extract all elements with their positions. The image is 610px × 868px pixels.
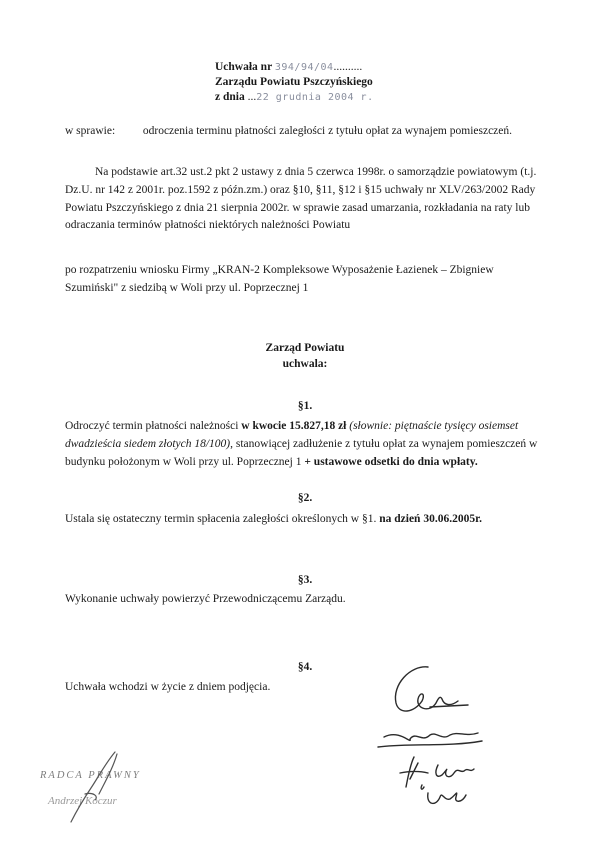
legal-advisor-signature: [55, 748, 125, 828]
section-4-body: Uchwała wchodzi w życie z dniem podjęcia.: [65, 681, 271, 693]
section-1-title: §1.: [297, 400, 313, 412]
resolution-heading: [0, 340, 610, 372]
signature-3: [400, 757, 428, 787]
legal-basis-paragraph: Na podstawie art.32 ust.2 pkt 2 ustawy z dnia 5 czerwca 1998r. o samorządzie powiatowym (t.j. Dz.U. nr 142 z 2001r. poz.1592 z późn.zm.) oraz §10, §11, §12 i §15 uchwały nr XLV/263/2002 Rady Powiatu Pszczyńskiego z dnia 21 sierpnia 2002r. w sprawie zasad umarzania, rozkładania na raty lub odraczania terminów płatności niektórych należności Powiatu: [65, 166, 537, 232]
section-3-title: §3.: [297, 574, 313, 586]
section-1-amount: w kwocie 15.827,18 zł: [241, 420, 347, 432]
section-2-text: Ustala się ostateczny termin spłacenia zaległości określonych w §1.: [65, 513, 380, 525]
signature-1: [395, 667, 458, 711]
section-2-body: [65, 511, 543, 529]
section-2-title: §2.: [297, 492, 313, 504]
resolution-date-value: 22 grudnia 2004 r.: [256, 92, 374, 103]
resolution-date-row: z dnia ...22 grudnia 2004 r.: [215, 91, 374, 103]
board-name: Zarząd Powiatu: [265, 342, 345, 354]
section-1-text-b: , stanowiącej zadłużenie z tytułu opłat za wynajem pomieszczeń w budynku położonym w Woli przy ul. Poprzecznej 1: [65, 437, 538, 468]
section-1-interest: + ustawowe odsetki do dnia wpłaty.: [304, 455, 478, 468]
section-3-body: Wykonanie uchwały powierzyć Przewodniczącemu Zarządu.: [65, 593, 346, 605]
consideration-paragraph: po rozpatrzeniu wniosku Firmy „KRAN-2 Kompleksowe Wyposażenie Łazienek – Zbigniew Szumiński" z siedzibą w Woli przy ul. Poprzecznej 1: [65, 264, 494, 294]
stamp-name: Andrzej Koczur: [48, 795, 117, 807]
board-signatures: [370, 655, 510, 815]
section-1-body: [65, 418, 543, 471]
resolution-header: [215, 60, 374, 105]
signature-2: [384, 733, 478, 740]
subject-line: [65, 123, 512, 141]
subject-text: odroczenia terminu płatności zaległości z tytułu opłat za wynajem pomieszczeń.: [142, 125, 513, 137]
section-1-amount-words: (słownie: piętnaście tysięcy osiemset dwadzieścia siedem złotych 18/100): [65, 420, 519, 450]
issuing-body: Zarządu Powiatu Pszczyńskiego: [215, 76, 373, 88]
resolution-number-value: 394/94/04: [274, 62, 334, 73]
section-4-title: §4.: [297, 661, 313, 673]
resolution-number-label: Uchwała nr: [215, 61, 272, 73]
section-2-deadline: na dzień 30.06.2005r.: [379, 513, 482, 525]
resolution-date-label: z dnia: [215, 91, 245, 103]
resolves-label: uchwala:: [282, 358, 328, 370]
stamp-title: RADCA PRAWNY: [40, 770, 141, 781]
resolution-number-row: Uchwała nr 394/94/04..........: [215, 61, 363, 73]
subject-label: w sprawie:: [65, 125, 116, 137]
section-1-text-a: Odroczyć termin płatności należności: [65, 420, 242, 432]
